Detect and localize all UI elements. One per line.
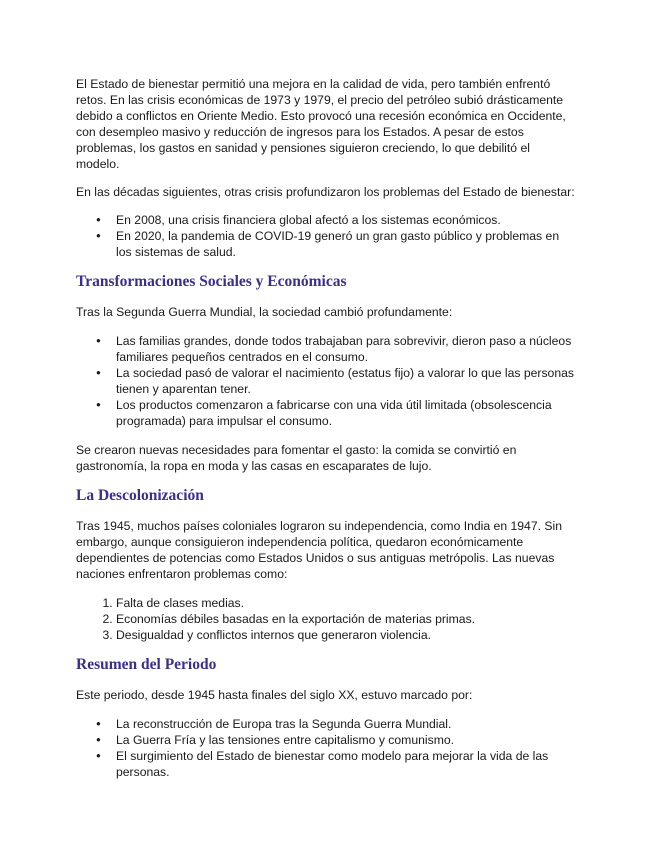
list-item: 3. Desigualdad y conflictos internos que generaron violencia. [116, 627, 576, 643]
descolonizacion-list [76, 595, 576, 643]
transformaciones-paragraph-1: Tras la Segunda Guerra Mundial, la sociedad cambió profundamente: [76, 305, 453, 319]
list-item: ● La reconstrucción de Europa tras la Segunda Guerra Mundial. [116, 716, 576, 732]
list-item: ● El surgimiento del Estado de bienestar como modelo para mejorar la vida de las personas. [116, 748, 576, 780]
intro-paragraph-2: En las décadas siguientes, otras crisis profundizaron los problemas del Estado de bienestar: [76, 185, 575, 199]
list-item: ● La Guerra Fría y las tensiones entre capitalismo y comunismo. [116, 732, 576, 748]
list-item: ● En 2008, una crisis financiera global afectó a los sistemas económicos. [116, 212, 576, 228]
section-heading-descolonizacion: La Descolonización [76, 487, 204, 504]
transformaciones-list [76, 333, 576, 429]
crisis-list [76, 212, 576, 260]
transformaciones-paragraph-2: Se crearon nuevas necesidades para fomentar el gasto: la comida se convirtió en gastronomía, la ropa en moda y las casas en escaparates de lujo. [76, 443, 517, 473]
list-item: ● Las familias grandes, donde todos trabajaban para sobrevivir, dieron paso a núcleos familiares pequeños centrados en el consumo. [116, 333, 576, 365]
intro-paragraph-1: El Estado de bienestar permitió una mejora en la calidad de vida, pero también enfrentó retos. En las crisis económicas de 1973 y 1979, el precio del petróleo subió drásticamente debido a conflictos en Oriente Medio. Esto provocó una recesión económica en Occidente, con desempleo masivo y reducción de ingresos para los Estados. A pesar de estos problemas, los gastos en sanidad y pensiones siguieron creciendo, lo que debilitó el modelo. [76, 77, 566, 171]
resumen-list [76, 716, 576, 780]
document-page [76, 76, 576, 780]
list-item: ● Los productos comenzaron a fabricarse con una vida útil limitada (obsolescencia programada) para impulsar el consumo. [116, 397, 576, 429]
list-item: ● En 2020, la pandemia de COVID-19 generó un gran gasto público y problemas en los sistemas de salud. [116, 228, 576, 260]
list-item: 1. Falta de clases medias. [116, 595, 576, 611]
section-heading-transformaciones: Transformaciones Sociales y Económicas [76, 273, 347, 290]
resumen-paragraph-1: Este periodo, desde 1945 hasta finales del siglo XX, estuvo marcado por: [76, 688, 473, 702]
descolonizacion-paragraph-1: Tras 1945, muchos países coloniales lograron su independencia, como India en 1947. Sin embargo, aunque consiguieron independencia política, quedaron económicamente dependientes de potencias como Estados Unidos o sus antiguas metrópolis. Las nuevas naciones enfrentaron problemas como: [76, 519, 562, 581]
list-item: ● La sociedad pasó de valorar el nacimiento (estatus fijo) a valorar lo que las personas tienen y aparentan tener. [116, 365, 576, 397]
section-heading-resumen: Resumen del Periodo [76, 656, 217, 673]
list-item: 2. Economías débiles basadas en la exportación de materias primas. [116, 611, 576, 627]
